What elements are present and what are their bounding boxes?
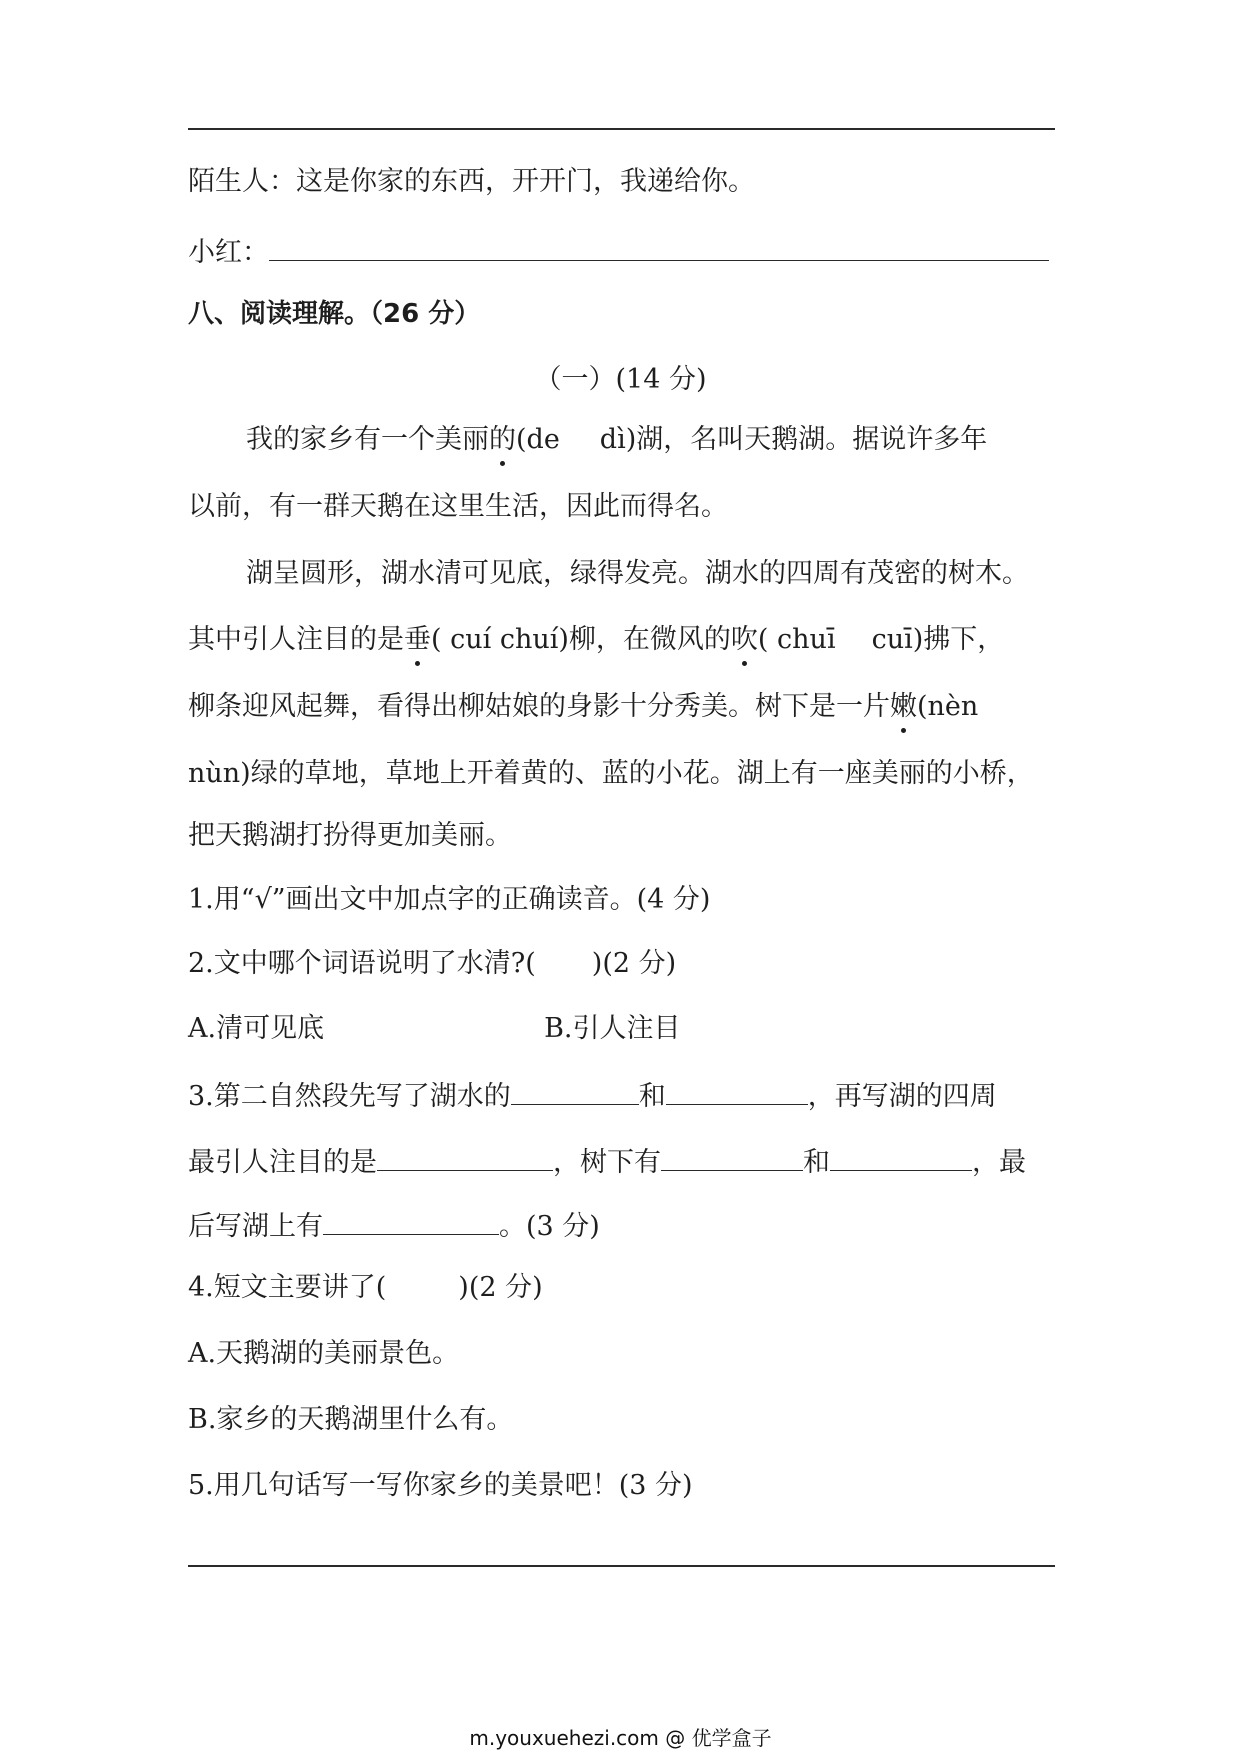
question-text: 和 (803, 1147, 830, 1178)
question-4-option-a[interactable]: A.天鹅湖的美丽景色。 (188, 1338, 460, 1369)
question-text: 4.短文主要讲了( (188, 1272, 387, 1303)
question-text: 后写湖上有 (188, 1211, 323, 1242)
answer-line-top (188, 128, 1055, 130)
pinyin-option[interactable]: (nèn (917, 691, 979, 722)
question-3-line1 (188, 1076, 997, 1115)
question-text: 2.文中哪个词语说明了水清?( (188, 948, 536, 979)
question-5: 5.用几句话写一写你家乡的美景吧！(3 分) (188, 1470, 693, 1501)
answer-line-bottom[interactable] (188, 1565, 1055, 1567)
question-3-line2 (188, 1142, 1026, 1181)
dotted-char: 的 (489, 422, 516, 458)
fill-blank[interactable] (323, 1206, 499, 1235)
fill-blank[interactable] (666, 1076, 808, 1105)
passage-p2-line3 (188, 689, 978, 725)
question-2 (188, 946, 676, 982)
passage-subheading: （一）(14 分) (534, 364, 707, 395)
question-score: 。(3 分) (499, 1211, 600, 1242)
question-text: 最引人注目的是 (188, 1147, 377, 1178)
dotted-char: 吹 (731, 622, 758, 658)
question-score: )(2 分) (591, 948, 677, 979)
text-segment: 柳条迎风起舞，看得出柳姑娘的身影十分秀美。树下是一片 (188, 691, 890, 722)
text-segment: 其中引人注目的是 (188, 624, 404, 655)
question-text: ，最 (972, 1147, 1026, 1178)
question-text: 3.第二自然段先写了湖水的 (188, 1081, 511, 1112)
question-1: 1.用“√”画出文中加点字的正确读音。(4 分) (188, 884, 711, 915)
question-text: ，再写湖的四周 (807, 1081, 997, 1112)
pinyin-option[interactable]: ( chuī (757, 624, 836, 655)
text-segment: dì)湖，名叫天鹅湖。据说许多年 (599, 424, 988, 455)
question-3-line3 (188, 1206, 600, 1245)
question-score: )(2 分) (458, 1272, 543, 1303)
question-4-option-b[interactable]: B.家乡的天鹅湖里什么有。 (188, 1404, 514, 1435)
passage-p1-line2: 以前，有一群天鹅在这里生活，因此而得名。 (188, 491, 728, 522)
option-a[interactable]: A.清可见底 (188, 1013, 325, 1044)
xiaohong-answer-blank[interactable] (269, 232, 1049, 261)
option-b[interactable]: B.引人注目 (544, 1013, 681, 1044)
text-segment: cuī)拂下， (871, 624, 1005, 655)
passage-p2-line2 (188, 622, 1004, 658)
question-2-options (188, 1011, 681, 1047)
pinyin-option[interactable]: ( cuí chuí)柳，在微风的 (431, 624, 731, 655)
xiaohong-label: 小红： (188, 237, 269, 268)
fill-blank[interactable] (830, 1142, 972, 1171)
footer-watermark: m.youxuehezi.com @ 优学盒子 (469, 1726, 772, 1750)
question-text: ，树下有 (553, 1147, 661, 1178)
passage-p1-line1 (246, 422, 987, 458)
dialog-xiaohong-line (188, 232, 1049, 271)
section-heading: 八、阅读理解。（26 分） (188, 299, 481, 329)
pinyin-option[interactable]: (de (516, 424, 560, 455)
fill-blank[interactable] (661, 1142, 803, 1171)
question-text: 和 (638, 1081, 666, 1112)
passage-p2-line4: nùn)绿的草地，草地上开着黄的、蓝的小花。湖上有一座美丽的小桥， (188, 758, 1034, 789)
question-4 (188, 1270, 543, 1306)
passage-p2-line5: 把天鹅湖打扮得更加美丽。 (188, 820, 512, 851)
text-segment: 我的家乡有一个美丽 (246, 424, 489, 455)
dotted-char: 垂 (404, 622, 431, 658)
dialog-stranger-line: 陌生人：这是你家的东西，开开门，我递给你。 (188, 166, 755, 197)
dotted-char: 嫩 (890, 689, 917, 725)
fill-blank[interactable] (511, 1076, 639, 1105)
fill-blank[interactable] (377, 1142, 553, 1171)
passage-p2-line1: 湖呈圆形，湖水清可见底，绿得发亮。湖水的四周有茂密的树木。 (246, 558, 1029, 589)
